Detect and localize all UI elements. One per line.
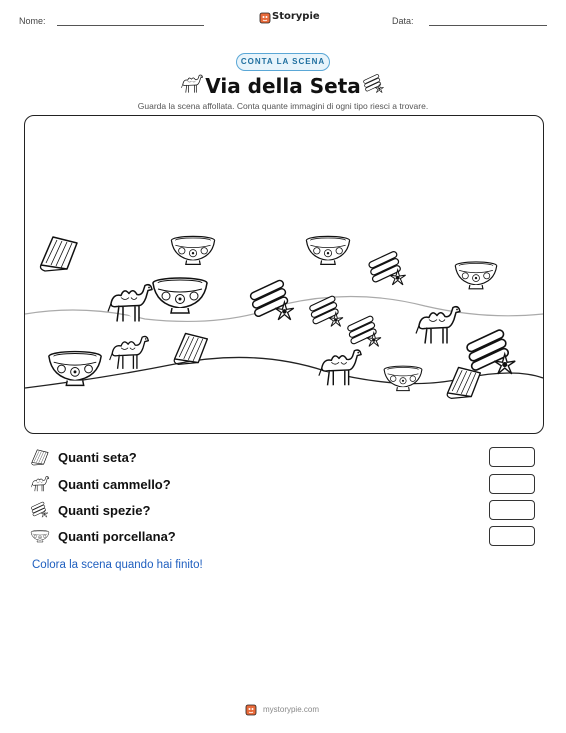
worksheet-badge: CONTA LA SCENA [236, 53, 330, 71]
porcelain-item [150, 273, 210, 317]
silk-item [171, 328, 211, 368]
brand-name: Storypie [272, 11, 320, 22]
question-label: Quanti porcellana? [58, 529, 176, 544]
spices-icon [30, 501, 50, 519]
answer-box-porcelain[interactable] [489, 526, 535, 546]
answer-box-silk[interactable] [489, 447, 535, 467]
camel-item [413, 303, 463, 348]
porcelain-item [304, 233, 352, 267]
question-label: Quanti seta? [58, 450, 137, 465]
coloring-instruction: Colora la scena quando hai finito! [32, 559, 203, 571]
porcelain-icon [30, 527, 50, 545]
silk-icon [30, 448, 50, 466]
spices-item [366, 249, 410, 289]
camel-icon [30, 475, 50, 493]
date-label: Data: [392, 16, 414, 26]
porcelain-item [46, 346, 104, 390]
page-title: Via della Seta [205, 74, 361, 98]
answer-box-camel[interactable] [489, 474, 535, 494]
footer-brand: mystorypie.com [262, 705, 319, 714]
porcelain-item [169, 233, 217, 267]
camel-item [107, 333, 151, 373]
spices-item [247, 279, 299, 323]
name-field[interactable] [57, 25, 204, 26]
silk-item [444, 363, 484, 401]
counting-scene [24, 115, 544, 434]
spices-item [307, 294, 347, 330]
page-subtitle: Guarda la scena affollata. Conta quante immagini di ogni tipo riesci a trovare. [137, 101, 429, 111]
porcelain-item [453, 258, 499, 292]
question-label: Quanti cammello? [58, 477, 171, 492]
answer-box-spices[interactable] [489, 500, 535, 520]
question-label: Quanti spezie? [58, 503, 151, 518]
porcelain-item [382, 362, 424, 394]
camel-item [316, 345, 364, 391]
camel-icon [180, 73, 204, 100]
date-field[interactable] [429, 25, 547, 26]
name-label: Nome: [19, 16, 46, 26]
storypie-logo-icon [259, 11, 271, 29]
silk-item [37, 233, 81, 273]
camel-item [105, 281, 155, 326]
spices-icon [362, 73, 386, 100]
